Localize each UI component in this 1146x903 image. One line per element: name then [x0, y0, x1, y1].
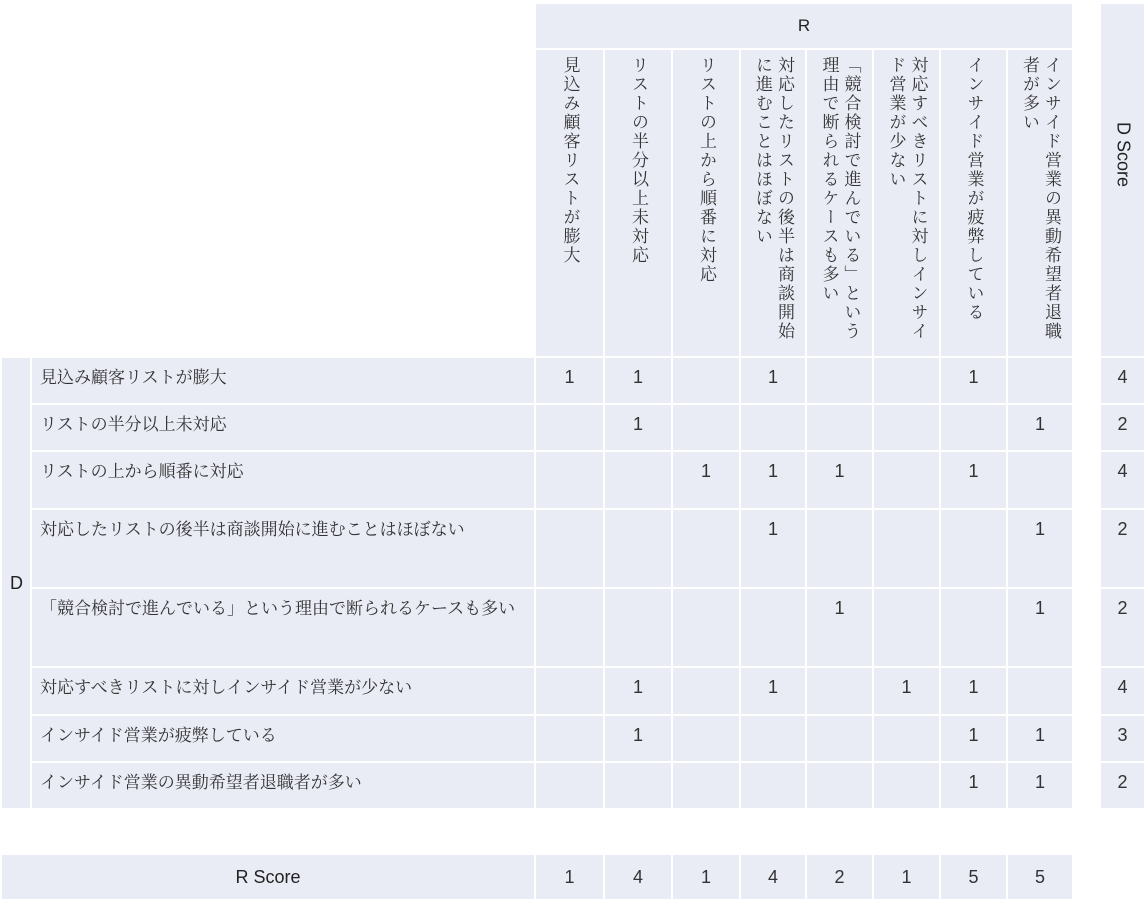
column-header-label: インサイド営業が疲弊している [963, 56, 984, 322]
r-score-value: 5 [1008, 855, 1072, 899]
row-label: 見込み顧客リストが膨大 [32, 358, 534, 403]
r-score-value: 5 [941, 855, 1006, 899]
matrix-cell [807, 405, 872, 450]
r-score-value: 2 [807, 855, 872, 899]
r-score-value: 1 [536, 855, 603, 899]
r-score-value: 4 [605, 855, 671, 899]
matrix-cell [807, 716, 872, 761]
matrix-cell [673, 716, 739, 761]
d-score-value: 2 [1101, 510, 1144, 587]
column-header [741, 50, 805, 356]
matrix-cell: 1 [673, 452, 739, 508]
matrix-cell: 1 [1008, 405, 1072, 450]
column-header-label: インサイド営業の異動希望者退職者が多い [1019, 56, 1061, 341]
r-score-label: R Score [2, 855, 534, 899]
matrix-cell: 1 [605, 716, 671, 761]
matrix-cell: 1 [1008, 510, 1072, 587]
matrix-cell [1008, 452, 1072, 508]
matrix-cell [536, 405, 603, 450]
d-score-value: 2 [1101, 763, 1144, 808]
matrix-cell [941, 510, 1006, 587]
matrix-cell [536, 763, 603, 808]
matrix-cell [874, 763, 939, 808]
matrix-cell [605, 510, 671, 587]
matrix-cell: 1 [807, 452, 872, 508]
r-score-value: 1 [874, 855, 939, 899]
d-axis-header: D [2, 358, 30, 808]
matrix-cell: 1 [1008, 589, 1072, 666]
matrix-cell [673, 668, 739, 714]
matrix-cell [673, 763, 739, 808]
matrix-cell: 1 [741, 358, 805, 403]
d-score-value: 2 [1101, 589, 1144, 666]
matrix-cell: 1 [605, 668, 671, 714]
row-label: 「競合検討で進んでいる」という理由で断られるケースも多い [32, 589, 534, 666]
matrix-cell: 1 [941, 763, 1006, 808]
matrix-cell [673, 405, 739, 450]
column-header [874, 50, 939, 356]
matrix-cell [1008, 668, 1072, 714]
column-header-label: リストの上から順番に対応 [696, 56, 716, 284]
d-score-value: 4 [1101, 452, 1144, 508]
matrix-cell: 1 [605, 358, 671, 403]
matrix-cell [536, 452, 603, 508]
matrix-cell [536, 510, 603, 587]
matrix-cell [673, 589, 739, 666]
matrix-cell [741, 716, 805, 761]
column-header-label: 対応したリストの後半は商談開始に進むことはほぼない [752, 56, 794, 341]
matrix-cell [807, 763, 872, 808]
matrix-cell [941, 589, 1006, 666]
matrix-cell [874, 405, 939, 450]
matrix-cell [605, 763, 671, 808]
matrix-cell [1008, 358, 1072, 403]
column-header [536, 50, 603, 356]
r-score-value: 1 [673, 855, 739, 899]
matrix-cell [874, 452, 939, 508]
matrix-cell [807, 668, 872, 714]
matrix-cell [741, 763, 805, 808]
matrix-cell [536, 668, 603, 714]
d-score-value: 2 [1101, 405, 1144, 450]
matrix-cell [673, 510, 739, 587]
matrix-cell: 1 [941, 452, 1006, 508]
matrix-cell: 1 [741, 510, 805, 587]
matrix-cell [807, 358, 872, 403]
matrix-cell [941, 405, 1006, 450]
r-score-value: 4 [741, 855, 805, 899]
d-score-header-label: D Score [1113, 121, 1133, 188]
matrix-cell: 1 [941, 358, 1006, 403]
matrix-cell [605, 452, 671, 508]
matrix-cell [874, 716, 939, 761]
d-score-value: 4 [1101, 668, 1144, 714]
matrix-cell [536, 589, 603, 666]
matrix-cell [605, 589, 671, 666]
row-label: インサイド営業が疲弊している [32, 716, 534, 761]
matrix-cell [673, 358, 739, 403]
matrix-cell: 1 [536, 358, 603, 403]
matrix-cell: 1 [741, 668, 805, 714]
matrix-cell: 1 [1008, 763, 1072, 808]
row-label: インサイド営業の異動希望者退職者が多い [32, 763, 534, 808]
column-header [605, 50, 671, 356]
matrix-cell [874, 510, 939, 587]
column-header [941, 50, 1006, 356]
matrix-cell [874, 589, 939, 666]
matrix-cell: 1 [941, 716, 1006, 761]
matrix-cell [536, 716, 603, 761]
matrix-cell: 1 [741, 452, 805, 508]
column-header [673, 50, 739, 356]
d-score-value: 3 [1101, 716, 1144, 761]
column-header-label: 「競合検討で進んでいる」という理由で断られるケースも多い [818, 56, 861, 341]
d-score-header [1101, 4, 1144, 356]
column-header-label: 見込み顧客リストが膨大 [559, 56, 580, 265]
column-header [807, 50, 872, 356]
row-label: 対応したリストの後半は商談開始に進むことはほぼない [32, 510, 534, 587]
row-label: リストの半分以上未対応 [32, 405, 534, 450]
matrix-cell: 1 [807, 589, 872, 666]
row-label: 対応すべきリストに対しインサイド営業が少ない [32, 668, 534, 714]
matrix-cell [874, 358, 939, 403]
matrix-cell: 1 [941, 668, 1006, 714]
column-header [1008, 50, 1072, 356]
matrix-cell [741, 589, 805, 666]
column-header-label: 対応すべきリストに対しインサイド営業が少ない [885, 56, 928, 341]
matrix-cell: 1 [1008, 716, 1072, 761]
r-axis-header: R [536, 4, 1072, 48]
matrix-cell [741, 405, 805, 450]
column-header-label: リストの半分以上未対応 [628, 56, 648, 265]
row-label: リストの上から順番に対応 [32, 452, 534, 508]
matrix-cell: 1 [874, 668, 939, 714]
matrix-cell [807, 510, 872, 587]
d-score-value: 4 [1101, 358, 1144, 403]
matrix-cell: 1 [605, 405, 671, 450]
